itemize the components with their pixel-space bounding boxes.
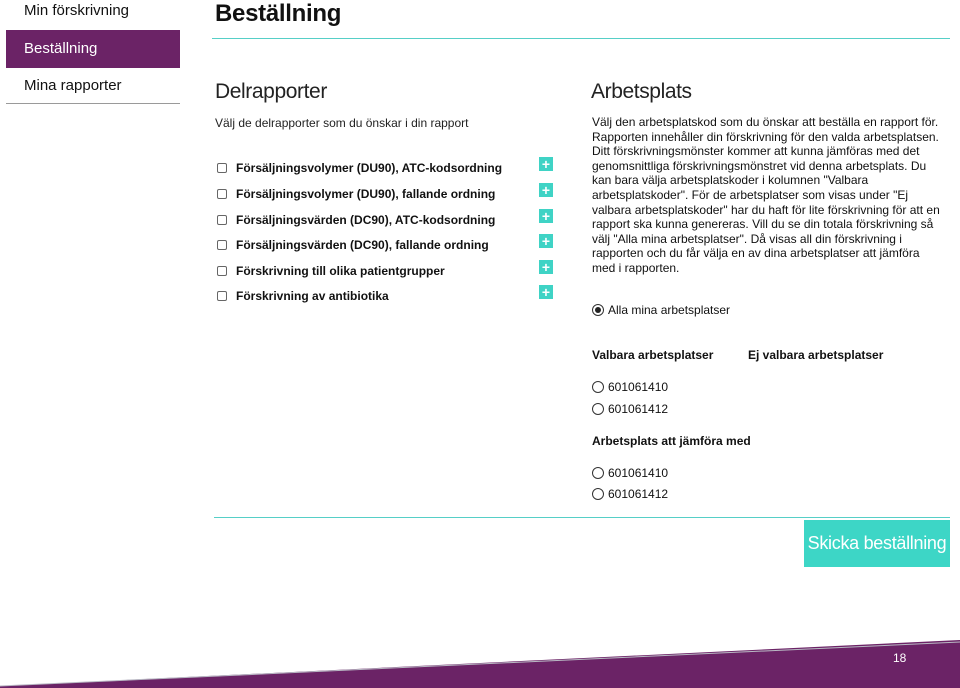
report-checkbox[interactable]: [217, 163, 227, 173]
report-option: [217, 284, 557, 307]
report-option-label: Förskrivning av antibiotika: [236, 289, 389, 303]
report-checkbox[interactable]: [217, 189, 227, 199]
radio-button[interactable]: [592, 467, 604, 479]
sidebar-item-min-forskrivning[interactable]: Min förskrivning: [24, 2, 130, 19]
report-option-label: Försäljningsvärden (DC90), ATC-kodsordning: [236, 213, 496, 227]
report-option: [217, 182, 557, 205]
report-checkbox[interactable]: [217, 240, 227, 250]
report-option-label: Försäljningsvolymer (DU90), fallande ordning: [236, 187, 496, 201]
bottom-divider: [214, 517, 950, 518]
radio-label: 601061410: [608, 466, 669, 480]
report-checkbox[interactable]: [217, 215, 227, 225]
radio-label: Alla mina arbetsplatser: [608, 303, 731, 317]
page-title: Beställning: [215, 0, 342, 27]
sidebar-nav: [6, 0, 180, 104]
report-option: [217, 233, 557, 256]
radio-label: 601061412: [608, 487, 669, 501]
page-number: 18: [893, 651, 907, 665]
expand-plus-icon[interactable]: +: [539, 234, 553, 248]
sidebar-item-bestallning[interactable]: Beställning: [6, 30, 180, 68]
arbetsplats-heading: Arbetsplats: [591, 80, 692, 103]
arbetsplats-description: Välj den arbetsplatskod som du önskar att beställa en rapport för. Rapporten innehåller din förskrivning för den valda arbetsplatsen. Ditt förskrivningsmönster kommer att kunna jämföras med det genomsnittliga förskrivningsmönstret vid denna arbetsplats. Du kan bara välja arbetsplatskoder i kolumnen "Valbara arbetsplatskoder". För de arbetsplatser som visas under "Ej valbara arbetsplatskoder" har du haft för lite förskrivning för att en rapport ska kunna genereras. Vill du se din totala förskrivning så välj "Alla mina arbetsplatser". Då visas all din förskrivning i rapporten och du får välja en av dina arbetsplatser att jämföra med i rapporten.: [592, 115, 940, 275]
title-divider: [212, 38, 950, 39]
report-option: [217, 259, 557, 282]
footer-band: [0, 640, 960, 688]
report-option-label: Försäljningsvolymer (DU90), ATC-kodsordning: [236, 161, 503, 175]
radio-label: 601061412: [608, 402, 669, 416]
radio-label: 601061410: [608, 380, 669, 394]
radio-button[interactable]: [592, 304, 604, 316]
expand-plus-icon[interactable]: +: [539, 209, 553, 223]
report-option: [217, 156, 557, 179]
sidebar-item-mina-rapporter[interactable]: Mina rapporter: [6, 68, 180, 104]
radio-button[interactable]: [592, 403, 604, 415]
report-option-label: Försäljningsvärden (DC90), fallande ordning: [236, 238, 489, 252]
delrapporter-heading: Delrapporter: [215, 80, 327, 103]
ej-valbara-heading: Ej valbara arbetsplatser: [748, 348, 884, 362]
submit-order-button[interactable]: Skicka beställning: [804, 520, 950, 567]
expand-plus-icon[interactable]: +: [539, 183, 553, 197]
expand-plus-icon[interactable]: +: [539, 260, 553, 274]
report-checkbox[interactable]: [217, 266, 227, 276]
report-option-label: Förskrivning till olika patientgrupper: [236, 264, 445, 278]
radio-button[interactable]: [592, 381, 604, 393]
expand-plus-icon[interactable]: +: [539, 157, 553, 171]
delrapporter-intro: Välj de delrapporter som du önskar i din rapport: [215, 116, 469, 130]
report-checkbox[interactable]: [217, 291, 227, 301]
compare-heading: Arbetsplats att jämföra med: [592, 434, 751, 448]
radio-button[interactable]: [592, 488, 604, 500]
valbara-heading: Valbara arbetsplatser: [592, 348, 714, 362]
expand-plus-icon[interactable]: +: [539, 285, 553, 299]
report-option: [217, 208, 557, 231]
